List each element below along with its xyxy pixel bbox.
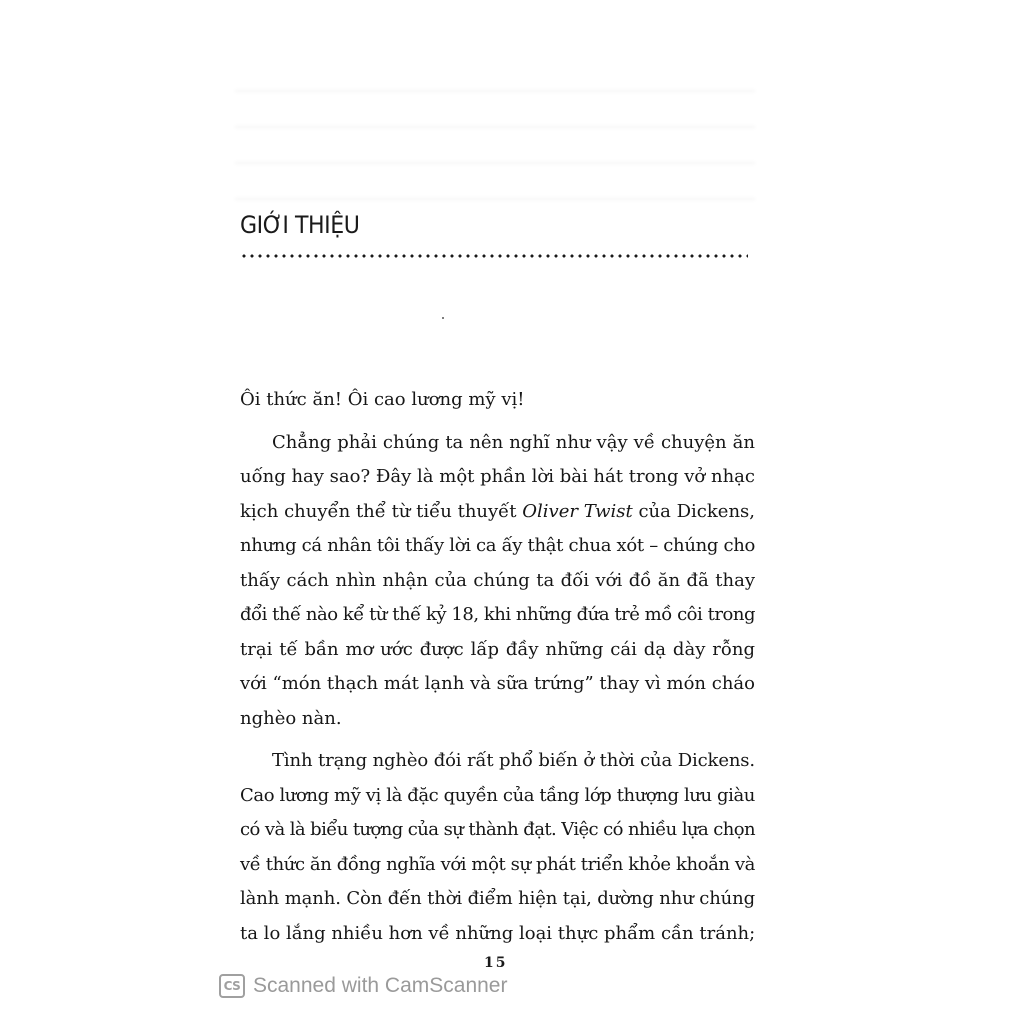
text-line: nghèo nàn. bbox=[240, 707, 342, 729]
text-line: Ôi thức ăn! Ôi cao lương mỹ vị! bbox=[240, 389, 525, 410]
text-line: về thức ăn đồng nghĩa với một sự phát triển khỏe khoắn và bbox=[240, 853, 755, 875]
text-line: với “món thạch mát lạnh và sữa trứng” thay vì món cháo bbox=[240, 673, 755, 694]
text-line: nhưng cá nhân tôi thấy lời ca ấy thật chua xót – chúng cho bbox=[240, 535, 755, 556]
watermark-text: Scanned with CamScanner bbox=[253, 974, 508, 997]
camscanner-watermark bbox=[219, 974, 507, 998]
text-line: ta lo lắng nhiều hơn về những loại thực phẩm cần tránh; bbox=[240, 922, 756, 944]
text-line: đổi thế nào kể từ thế kỷ 18, khi những đứa trẻ mồ côi trong bbox=[240, 604, 755, 625]
paragraph-2 bbox=[240, 744, 755, 951]
book-title: Oliver Twist bbox=[522, 500, 633, 522]
text-line: uống hay sao? Đây là một phần lời bài hát trong vở nhạc bbox=[240, 466, 755, 487]
text-line: trại tế bần mơ ước được lấp đầy những cái dạ dày rỗng bbox=[240, 638, 755, 660]
text-line: thấy cách nhìn nhận của chúng ta đối với đồ ăn đã thay bbox=[240, 569, 755, 591]
text-line-part: của Dickens, bbox=[632, 500, 755, 522]
opening-line bbox=[240, 383, 755, 418]
bleed-through-shadow bbox=[235, 60, 755, 230]
scan-speck bbox=[442, 317, 444, 319]
body-text bbox=[240, 383, 755, 959]
page-number: 15 bbox=[484, 955, 508, 971]
text-line: Chẳng phải chúng ta nên nghĩ như vậy về chuyện ăn bbox=[272, 431, 755, 453]
text-line: có và là biểu tượng của sự thành đạt. Việc có nhiều lựa chọn bbox=[240, 819, 755, 840]
text-line: Cao lương mỹ vị là đặc quyền của tầng lớp thượng lưu giàu bbox=[240, 784, 755, 806]
text-line-part: kịch chuyển thể từ tiểu thuyết bbox=[240, 500, 523, 522]
text-line-with-title bbox=[240, 495, 755, 530]
dotted-divider bbox=[240, 253, 748, 259]
camscanner-logo-icon: CS bbox=[219, 974, 245, 998]
text-line: lành mạnh. Còn đến thời điểm hiện tại, dường như chúng bbox=[240, 888, 755, 909]
chapter-heading: GIỚI THIỆU bbox=[240, 211, 360, 239]
paragraph-1 bbox=[240, 426, 755, 737]
text-line: Tình trạng nghèo đói rất phổ biến ở thời của Dickens. bbox=[272, 750, 755, 771]
